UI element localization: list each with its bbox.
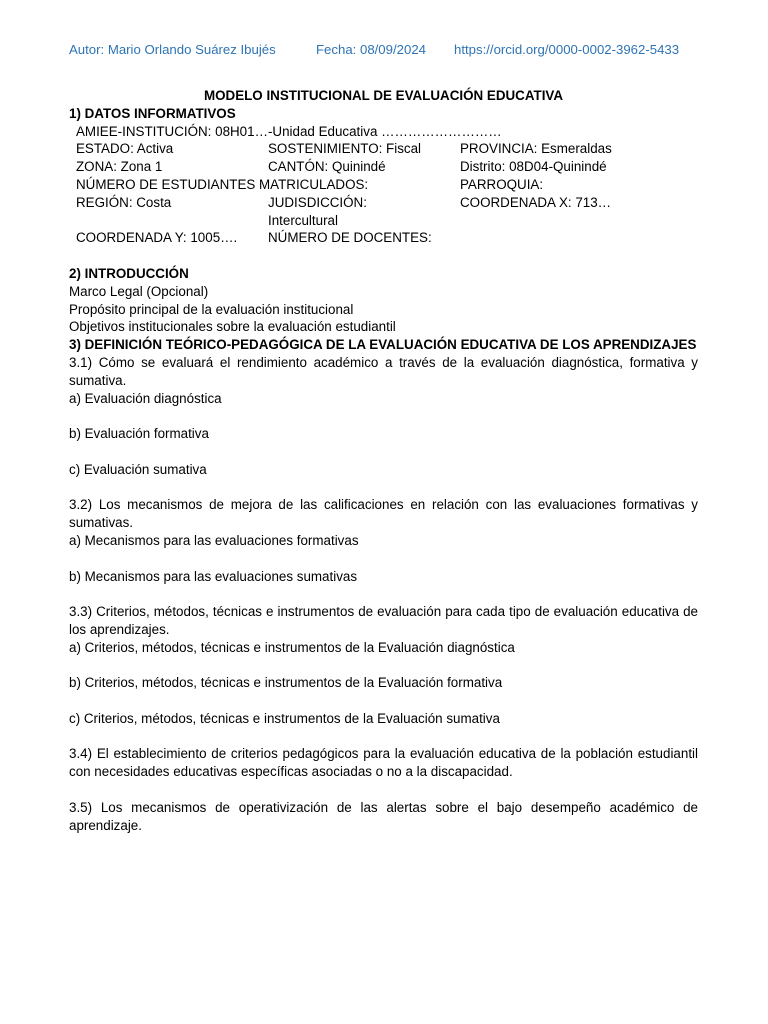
section-3-heading: 3) DEFINICIÓN TEÓRICO-PEDAGÓGICA DE LA EVALUACIÓN EDUCATIVA DE LOS APRENDIZAJES	[69, 337, 697, 353]
document-body	[69, 87, 698, 834]
info-grid	[76, 140, 698, 247]
sostenimiento-field: SOSTENIMIENTO: Fiscal	[268, 141, 422, 157]
section-1-heading: 1) DATOS INFORMATIVOS	[69, 105, 236, 121]
amiee-field: AMIEE-INSTITUCIÓN: 08H01…-Unidad Educativa ………………………	[76, 123, 502, 139]
subsection-3-3: 3.3) Criterios, métodos, técnicas e instrumentos de evaluación para cada tipo de evaluación educativa de los aprendizajes.	[69, 604, 698, 637]
author-text: Autor: Mario Orlando Suárez Ibujés	[69, 42, 276, 57]
distrito-field: Distrito: 08D04-Quinindé	[460, 159, 607, 175]
date-text: Fecha: 08/09/2024	[316, 42, 426, 57]
zona-field: ZONA: Zona 1	[76, 159, 163, 175]
item-3-3-a: a) Criterios, métodos, técnicas e instrumentos de la Evaluación diagnóstica	[69, 639, 515, 655]
num-docentes-field: NÚMERO DE DOCENTES:	[268, 230, 432, 246]
orcid-link[interactable]: https://orcid.org/0000-0002-3962-5433	[454, 42, 680, 57]
item-3-2-b: b) Mecanismos para las evaluaciones sumativas	[69, 568, 358, 584]
coord-y-field: COORDENADA Y: 1005….	[76, 230, 238, 246]
item-3-3-b: b) Criterios, métodos, técnicas e instrumentos de la Evaluación formativa	[69, 675, 503, 691]
intro-item: Objetivos institucionales sobre la evaluación estudiantil	[69, 319, 396, 335]
parroquia-field: PARROQUIA:	[460, 176, 544, 192]
item-3-2-a: a) Mecanismos para las evaluaciones formativas	[69, 532, 359, 548]
item-3-1-c: c) Evaluación sumativa	[69, 461, 207, 477]
document-title: MODELO INSTITUCIONAL DE EVALUACIÓN EDUCATIVA	[203, 88, 564, 103]
item-3-3-c: c) Criterios, métodos, técnicas e instrumentos de la Evaluación sumativa	[69, 710, 500, 726]
subsection-3-4: 3.4) El establecimiento de criterios pedagógicos para la evaluación educativa de la población estudiantil con necesidades educativas específicas asociadas o no a la discapacidad.	[69, 746, 698, 780]
section-2-heading: 2) INTRODUCCIÓN	[69, 265, 189, 281]
subsection-3-2: 3.2) Los mecanismos de mejora de las calificaciones en relación con las evaluaciones formativas y sumativas.	[69, 497, 698, 531]
provincia-field: PROVINCIA: Esmeraldas	[460, 141, 612, 157]
subsection-3-1: 3.1) Cómo se evaluará el rendimiento académico a través de la evaluación diagnóstica, formativa y sumativa.	[69, 354, 698, 388]
intro-item: Marco Legal (Opcional)	[69, 283, 209, 299]
subsection-3-5: 3.5) Los mecanismos de operativización de las alertas sobre el bajo desempeño académico de aprendizaje.	[69, 799, 698, 833]
jurisdiccion-field: JUDISDICCIÓN: Intercultural	[268, 194, 367, 228]
region-field: REGIÓN: Costa	[76, 194, 172, 210]
estado-field: ESTADO: Activa	[76, 141, 174, 157]
item-3-1-a: a) Evaluación diagnóstica	[69, 390, 222, 406]
canton-field: CANTÓN: Quinindé	[268, 159, 386, 175]
item-3-1-b: b) Evaluación formativa	[69, 426, 209, 442]
num-estudiantes-field: NÚMERO DE ESTUDIANTES MATRICULADOS:	[76, 176, 369, 192]
coord-x-field: COORDENADA X: 713…	[460, 194, 612, 210]
intro-item: Propósito principal de la evaluación institucional	[69, 301, 354, 317]
